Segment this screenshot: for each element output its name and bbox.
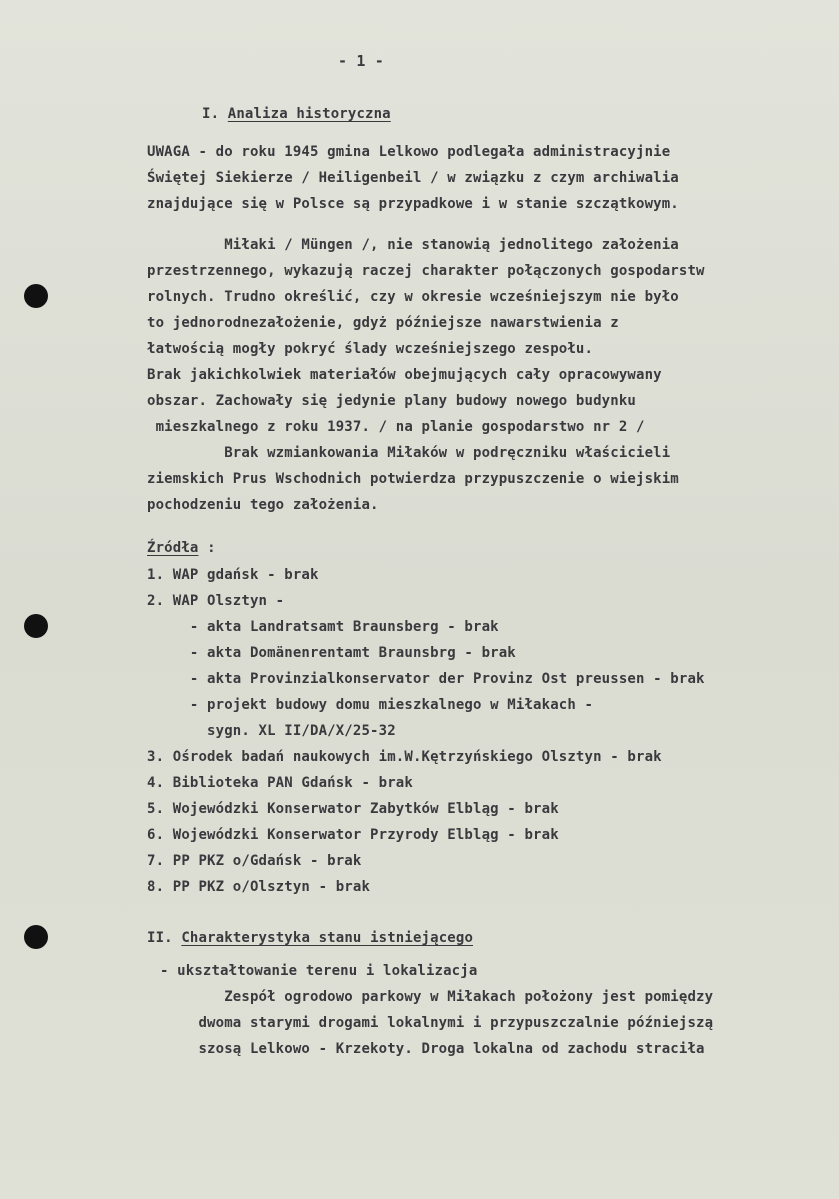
paragraph-line: mieszkalnego z roku 1937. / na planie gospodarstwo nr 2 / (147, 419, 645, 435)
source-item: 3. Ośrodek badań naukowych im.W.Kętrzyńskiego Olsztyn - brak (147, 749, 662, 765)
paragraph-line: Brak wzmiankowania Miłaków w podręczniku właścicieli (147, 445, 671, 461)
paragraph-line: Zespół ogrodowo parkowy w Miłakach położony jest pomiędzy (147, 989, 714, 1005)
paragraph-line: Brak jakichkolwiek materiałów obejmujących cały opracowywany (147, 367, 662, 383)
paragraph-line: dwoma starymi drogami lokalnymi i przypuszczalnie późniejszą (147, 1015, 714, 1031)
page-number: - 1 - (338, 52, 384, 70)
section-heading (147, 930, 473, 946)
sources-title: Źródła (147, 540, 199, 556)
source-item: - akta Domänenrentamt Braunsbrg - brak (147, 645, 516, 661)
source-item: 4. Biblioteka PAN Gdańsk - brak (147, 775, 413, 791)
sources-heading (147, 540, 216, 556)
paragraph-line: łatwością mogły pokryć ślady wcześniejszego zespołu. (147, 341, 594, 357)
section-title: Charakterystyka stanu istniejącego (181, 930, 474, 946)
source-item: 6. Wojewódzki Konserwator Przyrody Elbląg - brak (147, 827, 559, 843)
source-item: 5. Wojewódzki Konserwator Zabytków Elbląg - brak (147, 801, 559, 817)
source-item: 1. WAP gdańsk - brak (147, 567, 319, 583)
note-line: UWAGA - do roku 1945 gmina Lelkowo podlegała administracyjnie (147, 144, 671, 160)
paragraph-line: to jednorodnezałożenie, gdyż późniejsze nawarstwienia z (147, 315, 619, 331)
punch-hole (24, 925, 48, 949)
paragraph-line: ziemskich Prus Wschodnich potwierdza przypuszczenie o wiejskim (147, 471, 679, 487)
section-title: Analiza historyczna (227, 106, 391, 122)
paragraph-line: Miłaki / Müngen /, nie stanowią jednolitego założenia (147, 237, 679, 253)
source-item: 8. PP PKZ o/Olsztyn - brak (147, 879, 371, 895)
subheading: - ukształtowanie terenu i lokalizacja (160, 963, 478, 979)
sources-colon: : (198, 540, 216, 556)
paragraph-line: obszar. Zachowały się jedynie plany budowy nowego budynku (147, 393, 636, 409)
source-item: sygn. XL II/DA/X/25-32 (147, 723, 396, 739)
note-line: Świętej Siekierze / Heiligenbeil / w związku z czym archiwalia (147, 170, 679, 186)
note-line: znajdujące się w Polsce są przypadkowe i w stanie szczątkowym. (147, 196, 679, 212)
paragraph-line: pochodzeniu tego założenia. (147, 497, 379, 513)
paragraph-line: rolnych. Trudno określić, czy w okresie wcześniejszym nie było (147, 289, 679, 305)
section-number: II. (147, 930, 173, 946)
source-item: - akta Provinzialkonservator der Provinz Ost preussen - brak (147, 671, 705, 687)
paragraph-line: szosą Lelkowo - Krzekoty. Droga lokalna od zachodu straciła (147, 1041, 705, 1057)
source-item: 7. PP PKZ o/Gdańsk - brak (147, 853, 362, 869)
source-item: - projekt budowy domu mieszkalnego w Miłakach - (147, 697, 594, 713)
section-number: I. (202, 106, 220, 122)
section-heading (202, 106, 391, 122)
source-item: 2. WAP Olsztyn - (147, 593, 285, 609)
source-item: - akta Landratsamt Braunsberg - brak (147, 619, 499, 635)
paragraph-line: przestrzennego, wykazują raczej charakter połączonych gospodarstw (147, 263, 705, 279)
punch-hole (24, 284, 48, 308)
punch-hole (24, 614, 48, 638)
